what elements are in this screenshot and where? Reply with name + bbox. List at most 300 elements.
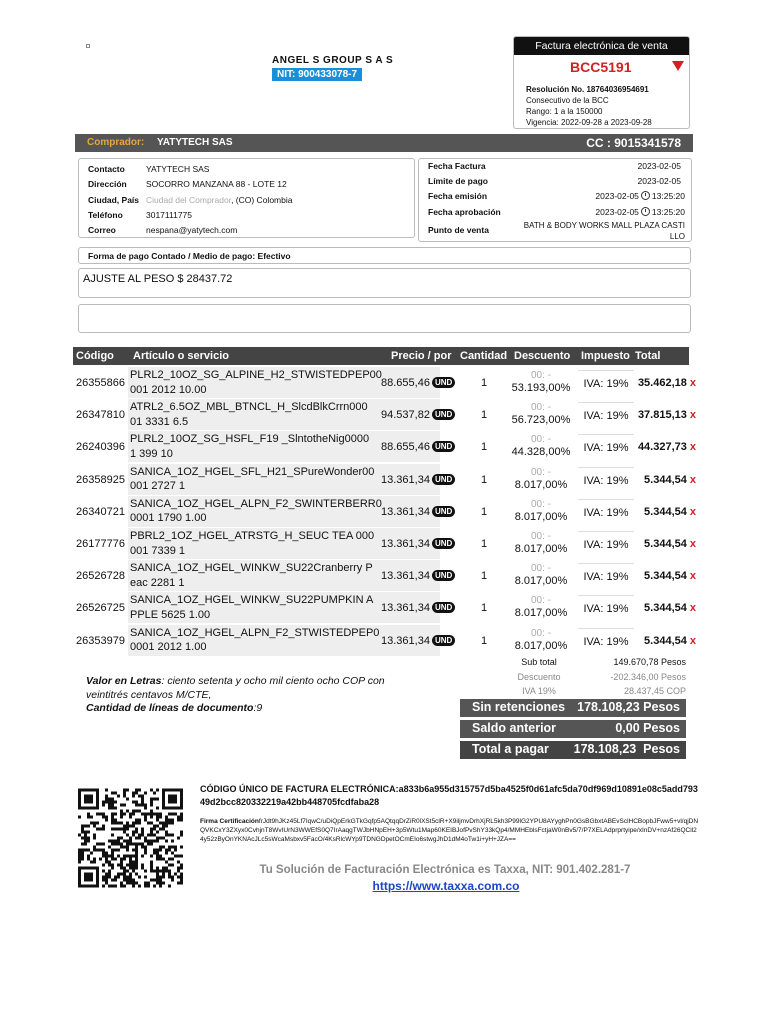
remove-x-icon[interactable]: x bbox=[689, 473, 696, 486]
qr-module bbox=[114, 801, 117, 804]
qr-module bbox=[99, 813, 102, 816]
row-price-value: 13.361,34 bbox=[381, 602, 430, 615]
qr-module bbox=[135, 855, 138, 858]
qr-module bbox=[177, 855, 180, 858]
remove-x-icon[interactable]: x bbox=[689, 505, 696, 518]
qr-module bbox=[165, 849, 168, 852]
qr-module bbox=[111, 852, 114, 855]
qr-module bbox=[180, 855, 183, 858]
qr-module bbox=[96, 849, 99, 852]
qr-module bbox=[105, 816, 108, 819]
qr-module bbox=[147, 843, 150, 846]
qr-module bbox=[156, 816, 159, 819]
row-total-value: 5.344,54 bbox=[644, 473, 687, 486]
row-discount-value: 8.017,00% bbox=[514, 478, 568, 491]
qr-module bbox=[96, 828, 99, 831]
qr-module bbox=[141, 834, 144, 837]
qr-module bbox=[153, 798, 156, 801]
subtotal-label: Sub total bbox=[521, 657, 557, 667]
qr-module bbox=[99, 843, 102, 846]
remove-x-icon[interactable]: x bbox=[689, 538, 696, 550]
qr-module bbox=[102, 852, 105, 855]
qr-module bbox=[135, 801, 138, 804]
table-header bbox=[73, 347, 689, 365]
qr-module bbox=[135, 831, 138, 834]
qr-module bbox=[135, 792, 138, 795]
qr-module bbox=[135, 858, 138, 861]
qr-module bbox=[123, 792, 126, 795]
qr-module bbox=[153, 825, 156, 828]
row-qty: 1 bbox=[481, 377, 488, 389]
qr-module bbox=[171, 822, 174, 825]
row-code: 26347810 bbox=[76, 409, 125, 422]
row-total bbox=[636, 602, 696, 614]
qr-module bbox=[120, 816, 123, 819]
row-code: 26353979 bbox=[76, 634, 125, 647]
unit-badge: UND bbox=[432, 538, 455, 549]
qr-module bbox=[150, 801, 153, 804]
qr-module bbox=[102, 855, 105, 858]
row-desc-line2: 001 2012 10.00 bbox=[130, 383, 207, 396]
qr-module bbox=[147, 834, 150, 837]
qr-module bbox=[168, 858, 171, 861]
qr-module bbox=[105, 801, 108, 804]
qr-module bbox=[144, 816, 147, 819]
qr-module bbox=[171, 840, 174, 843]
row-total-value: 5.344,54 bbox=[644, 602, 687, 615]
qr-module bbox=[135, 810, 138, 813]
row-total bbox=[636, 538, 696, 550]
col-discount: Descuento bbox=[514, 350, 571, 362]
saldo-value: 0,00 Pesos bbox=[615, 721, 680, 735]
qr-module bbox=[114, 828, 117, 831]
row-discount-value: 44.328,00% bbox=[511, 446, 571, 459]
qr-module bbox=[123, 813, 126, 816]
qr-module bbox=[129, 840, 132, 843]
qr-module bbox=[144, 837, 147, 840]
clock-icon bbox=[641, 191, 650, 200]
qr-module bbox=[96, 843, 99, 846]
qr-module bbox=[165, 831, 168, 834]
words-label: Valor en Letras bbox=[86, 675, 162, 687]
table-row bbox=[73, 399, 696, 431]
qr-module bbox=[120, 828, 123, 831]
row-total bbox=[636, 441, 696, 453]
qr-module bbox=[111, 840, 114, 843]
remove-x-icon[interactable]: x bbox=[689, 570, 696, 583]
qr-module bbox=[162, 825, 165, 828]
qr-module bbox=[108, 840, 111, 843]
qr-module bbox=[111, 819, 114, 822]
qr-finder bbox=[84, 795, 93, 804]
qr-module bbox=[144, 852, 147, 855]
qr-module bbox=[150, 813, 153, 816]
footer-link[interactable]: https://www.taxxa.com.co bbox=[372, 879, 520, 893]
remove-x-icon[interactable]: x bbox=[689, 634, 696, 647]
unit-badge: UND bbox=[432, 602, 455, 613]
invoice-date-label: Fecha Factura bbox=[428, 161, 486, 171]
qr-finder bbox=[168, 795, 177, 804]
col-tax: Impuesto bbox=[581, 350, 630, 362]
qr-module bbox=[150, 798, 153, 801]
qr-module bbox=[123, 855, 126, 858]
qr-module bbox=[138, 789, 141, 792]
qr-module bbox=[114, 792, 117, 795]
qr-module bbox=[93, 822, 96, 825]
sin-ret-value: 178.108,23 Pesos bbox=[577, 700, 680, 714]
qr-module bbox=[150, 831, 153, 834]
remove-x-icon[interactable]: x bbox=[689, 377, 696, 389]
row-total bbox=[636, 570, 696, 582]
row-discount-top: 00: - bbox=[530, 627, 551, 639]
qr-module bbox=[144, 792, 147, 795]
row-qty: 1 bbox=[481, 409, 488, 422]
row-tax: IVA: 19% bbox=[578, 370, 634, 398]
qr-module bbox=[159, 858, 162, 861]
qr-module bbox=[180, 831, 183, 834]
qr-module bbox=[150, 840, 153, 843]
qr-module bbox=[123, 831, 126, 834]
qr-module bbox=[120, 810, 123, 813]
city-placeholder: Ciudad del Comprador bbox=[146, 195, 232, 205]
qr-module bbox=[87, 840, 90, 843]
qr-module bbox=[135, 846, 138, 849]
qr-module bbox=[126, 828, 129, 831]
row-price-value: 13.361,34 bbox=[381, 473, 430, 486]
qr-module bbox=[162, 837, 165, 840]
row-code: 26358925 bbox=[76, 473, 125, 486]
pos-line1: BATH & BODY WORKS MALL PLAZA CASTI bbox=[523, 221, 685, 230]
qr-module bbox=[111, 792, 114, 795]
qr-module bbox=[87, 816, 90, 819]
qr-module bbox=[126, 846, 129, 849]
unit-badge: UND bbox=[432, 506, 455, 517]
qr-module bbox=[123, 840, 126, 843]
total-a-pagar-bar bbox=[460, 741, 686, 759]
qr-module bbox=[78, 852, 81, 855]
qr-module bbox=[102, 849, 105, 852]
qr-module bbox=[144, 813, 147, 816]
iva-label: IVA 19% bbox=[522, 686, 556, 696]
row-tax: IVA: 19% bbox=[578, 402, 634, 430]
qr-module bbox=[108, 804, 111, 807]
row-desc-line2: 1 399 10 bbox=[130, 447, 173, 460]
qr-module bbox=[159, 846, 162, 849]
qr-module bbox=[99, 858, 102, 861]
total-value: 178.108,23 Pesos bbox=[573, 742, 680, 756]
row-discount-value: 56.723,00% bbox=[511, 414, 571, 427]
qr-module bbox=[135, 849, 138, 852]
qr-module bbox=[120, 837, 123, 840]
qr-module bbox=[87, 849, 90, 852]
consecutive: Consecutivo de la BCC bbox=[526, 96, 609, 105]
qr-module bbox=[159, 816, 162, 819]
row-desc-line2: 001 2727 1 bbox=[130, 480, 186, 493]
qr-module bbox=[81, 828, 84, 831]
qr-module bbox=[126, 822, 129, 825]
qr-module bbox=[144, 840, 147, 843]
qr-module bbox=[141, 795, 144, 798]
qr-module bbox=[123, 846, 126, 849]
row-tax: IVA: 19% bbox=[578, 531, 634, 559]
qr-module bbox=[150, 789, 153, 792]
pos-label: Punto de venta bbox=[428, 225, 489, 235]
row-discount-value: 8.017,00% bbox=[514, 575, 568, 588]
qr-module bbox=[168, 819, 171, 822]
row-price bbox=[381, 474, 455, 486]
qr-module bbox=[93, 846, 96, 849]
approval-time: 13:25:20 bbox=[651, 207, 685, 217]
qr-module bbox=[153, 828, 156, 831]
emission-date: 2023-02-05 bbox=[595, 191, 639, 201]
qr-module bbox=[81, 855, 84, 858]
row-total bbox=[636, 474, 696, 486]
row-price-value: 13.361,34 bbox=[381, 570, 430, 583]
row-discount-value: 8.017,00% bbox=[514, 543, 568, 555]
qr-module bbox=[132, 822, 135, 825]
qr-module bbox=[171, 813, 174, 816]
qr-module bbox=[168, 834, 171, 837]
contact-label: Contacto bbox=[88, 164, 125, 174]
qr-module bbox=[141, 813, 144, 816]
qr-module bbox=[117, 822, 120, 825]
qr-module bbox=[156, 855, 159, 858]
qr-module bbox=[138, 819, 141, 822]
remove-x-icon[interactable]: x bbox=[689, 602, 696, 615]
qr-module bbox=[111, 855, 114, 858]
emission-label: Fecha emisión bbox=[428, 191, 488, 201]
qr-module bbox=[99, 828, 102, 831]
qr-module bbox=[165, 840, 168, 843]
row-price bbox=[381, 602, 455, 614]
qr-module bbox=[81, 852, 84, 855]
row-discount-top: 00: - bbox=[530, 498, 551, 510]
qr-module bbox=[144, 819, 147, 822]
row-qty: 1 bbox=[481, 602, 488, 615]
qr-module bbox=[141, 828, 144, 831]
qr-module bbox=[150, 855, 153, 858]
row-desc-line2: 0001 2012 1.00 bbox=[130, 641, 207, 654]
buyer-name: YATYTECH SAS bbox=[157, 137, 233, 148]
row-code: 26526728 bbox=[76, 570, 125, 583]
qr-module bbox=[138, 843, 141, 846]
buyer-info bbox=[78, 158, 415, 238]
row-code: 26177776 bbox=[76, 538, 125, 550]
col-qty: Cantidad bbox=[460, 350, 508, 362]
qr-module bbox=[99, 849, 102, 852]
qr-module bbox=[156, 819, 159, 822]
row-total-value: 44.327,73 bbox=[637, 441, 687, 454]
qr-module bbox=[150, 822, 153, 825]
qr-module bbox=[147, 813, 150, 816]
qr-module bbox=[87, 855, 90, 858]
unit-badge: UND bbox=[432, 377, 455, 388]
qr-module bbox=[78, 855, 81, 858]
firma-value: frJdt9hJKz45Lf7IqwC/uDiQpErkGTkGqfp5AQtqqDrZiR0lXSt5clR+X9iljmvDrhXjRL5kh3P99lG2YPU8AYyghPn0GsBGbxtABEvSclHCBopbJFww5+vl/qjDNQVKCxY3ZXyx0CvhjnT8WvIUrN3WWEfS0Q7IrAaqgTWJbHNpEH+3p5Wtu1Map60KEIBJofPvShY33kQp4/MMHEblsFctjaW0nBv5/7/P7XELAdprprtyipe/xInDV+nzAf26QCll24y52zByOnYKNAcJLc5sWcaMsbxv5FacO/4KsRlcWYp9TDNGDpetOCmEIo6stwgJhD1dM4oTw1i+yH+JZA== bbox=[200, 818, 699, 843]
row-discount bbox=[510, 433, 572, 459]
qr-module bbox=[132, 792, 135, 795]
qr-module bbox=[132, 813, 135, 816]
qr-module bbox=[138, 810, 141, 813]
qr-module bbox=[159, 822, 162, 825]
company-nit: NIT: 900433078-7 bbox=[272, 68, 362, 81]
qr-module bbox=[162, 846, 165, 849]
subtotal-value: 149.670,78 Pesos bbox=[613, 657, 686, 667]
qr-module bbox=[81, 858, 84, 861]
row-tax: IVA: 19% bbox=[578, 434, 634, 462]
qr-module bbox=[81, 849, 84, 852]
qr-module bbox=[165, 819, 168, 822]
row-discount-top: 00: - bbox=[530, 466, 551, 478]
qr-module bbox=[114, 807, 117, 810]
qr-module bbox=[111, 843, 114, 846]
qr-module bbox=[135, 828, 138, 831]
row-qty: 1 bbox=[481, 538, 488, 550]
qr-module bbox=[156, 837, 159, 840]
validity: Vigencia: 2022-09-28 a 2023-09-28 bbox=[526, 118, 652, 127]
remove-x-icon[interactable]: x bbox=[689, 409, 696, 422]
sin-retenciones-bar bbox=[460, 699, 686, 717]
qr-module bbox=[165, 852, 168, 855]
approval-date: 2023-02-05 bbox=[595, 207, 639, 217]
ajuste-note: AJUSTE AL PESO $ 28437.72 bbox=[78, 268, 691, 298]
saldo-anterior-bar bbox=[460, 720, 686, 738]
qr-module bbox=[156, 852, 159, 855]
col-total: Total bbox=[635, 350, 661, 362]
qr-module bbox=[111, 816, 114, 819]
qr-module bbox=[162, 822, 165, 825]
qr-module bbox=[105, 789, 108, 792]
range: Rango: 1 a la 150000 bbox=[526, 107, 603, 116]
qr-module bbox=[81, 837, 84, 840]
qr-module bbox=[174, 849, 177, 852]
qr-module bbox=[132, 825, 135, 828]
unit-badge: UND bbox=[432, 441, 455, 452]
qr-module bbox=[111, 813, 114, 816]
row-qty: 1 bbox=[481, 473, 488, 486]
pos-value bbox=[524, 220, 685, 242]
qr-module bbox=[174, 855, 177, 858]
qr-module bbox=[108, 798, 111, 801]
qr-module bbox=[168, 846, 171, 849]
row-price bbox=[381, 377, 455, 389]
qr-module bbox=[153, 834, 156, 837]
qr-module bbox=[156, 789, 159, 792]
row-desc-line1: PBRL2_1OZ_HGEL_ATRSTG_H_SEUC TEA 000 bbox=[130, 530, 375, 542]
row-total-value: 5.344,54 bbox=[644, 570, 687, 583]
qr-module bbox=[93, 825, 96, 828]
qr-module bbox=[78, 858, 81, 861]
row-discount bbox=[510, 466, 572, 492]
contact-value: YATYTECH SAS bbox=[146, 164, 210, 174]
qr-module bbox=[126, 810, 129, 813]
qr-module bbox=[150, 828, 153, 831]
qr-module bbox=[135, 804, 138, 807]
row-tax: IVA: 19% bbox=[578, 628, 634, 656]
row-total bbox=[636, 409, 696, 421]
row-price-value: 13.361,34 bbox=[381, 634, 430, 647]
qr-module bbox=[147, 840, 150, 843]
qr-module bbox=[105, 819, 108, 822]
email-label: Correo bbox=[88, 225, 116, 235]
sin-ret-label: Sin retenciones bbox=[472, 700, 566, 714]
lines-label: Cantidad de líneas de documento bbox=[86, 702, 254, 714]
qr-module bbox=[123, 828, 126, 831]
qr-module bbox=[177, 819, 180, 822]
qr-module bbox=[93, 849, 96, 852]
qr-module bbox=[102, 804, 105, 807]
qr-module bbox=[84, 825, 87, 828]
words-text: : ciento setenta y ocho mil ciento ocho COP con veintitrés centavos M/CTE, bbox=[86, 675, 385, 701]
qr-module bbox=[102, 843, 105, 846]
qr-module bbox=[180, 816, 183, 819]
qr-module bbox=[150, 843, 153, 846]
qr-module bbox=[153, 852, 156, 855]
city-country: , (CO) Colombia bbox=[231, 195, 293, 205]
qr-module bbox=[177, 816, 180, 819]
row-discount-top: 00: - bbox=[530, 531, 551, 542]
qr-module bbox=[171, 834, 174, 837]
qr-module bbox=[117, 840, 120, 843]
row-discount bbox=[510, 627, 572, 653]
qr-module bbox=[117, 837, 120, 840]
qr-module bbox=[174, 813, 177, 816]
dates-box bbox=[418, 158, 692, 242]
qr-module bbox=[177, 837, 180, 840]
qr-module bbox=[111, 798, 114, 801]
city-value bbox=[146, 195, 292, 205]
qr-module bbox=[120, 804, 123, 807]
qr-module bbox=[81, 831, 84, 834]
row-tax: IVA: 19% bbox=[578, 595, 634, 623]
row-discount-value: 53.193,00% bbox=[511, 382, 571, 394]
qr-module bbox=[105, 858, 108, 861]
qr-module bbox=[114, 840, 117, 843]
qr-module bbox=[93, 834, 96, 837]
dropdown-triangle-icon bbox=[672, 61, 684, 71]
row-code: 26355866 bbox=[76, 377, 125, 389]
qr-module bbox=[141, 831, 144, 834]
company-name: ANGEL S GROUP S A S bbox=[272, 55, 394, 66]
remove-x-icon[interactable]: x bbox=[689, 441, 696, 454]
qr-module bbox=[132, 831, 135, 834]
emission-value bbox=[595, 191, 685, 201]
qr-module bbox=[168, 849, 171, 852]
row-discount bbox=[510, 401, 572, 427]
qr-module bbox=[105, 795, 108, 798]
qr-module bbox=[138, 834, 141, 837]
row-total-value: 37.815,13 bbox=[637, 409, 687, 422]
qr-module bbox=[147, 822, 150, 825]
qr-module bbox=[117, 849, 120, 852]
qr-module bbox=[135, 822, 138, 825]
row-desc-line2: 01 3331 6.5 bbox=[130, 415, 189, 428]
qr-module bbox=[180, 846, 183, 849]
qr-module bbox=[135, 852, 138, 855]
qr-module bbox=[84, 831, 87, 834]
row-price bbox=[381, 409, 455, 421]
qr-module bbox=[108, 855, 111, 858]
qr-module bbox=[114, 843, 117, 846]
row-desc-line1: SANICA_1OZ_HGEL_ALPN_F2_SWINTERBERR0 bbox=[130, 497, 382, 510]
qr-module bbox=[150, 834, 153, 837]
due-date: 2023-02-05 bbox=[637, 176, 681, 186]
qr-module bbox=[132, 801, 135, 804]
row-desc-line2: 001 7339 1 bbox=[130, 544, 186, 557]
qr-module bbox=[171, 846, 174, 849]
email-value: nespana@yatytech.com bbox=[146, 225, 238, 235]
qr-module bbox=[144, 849, 147, 852]
